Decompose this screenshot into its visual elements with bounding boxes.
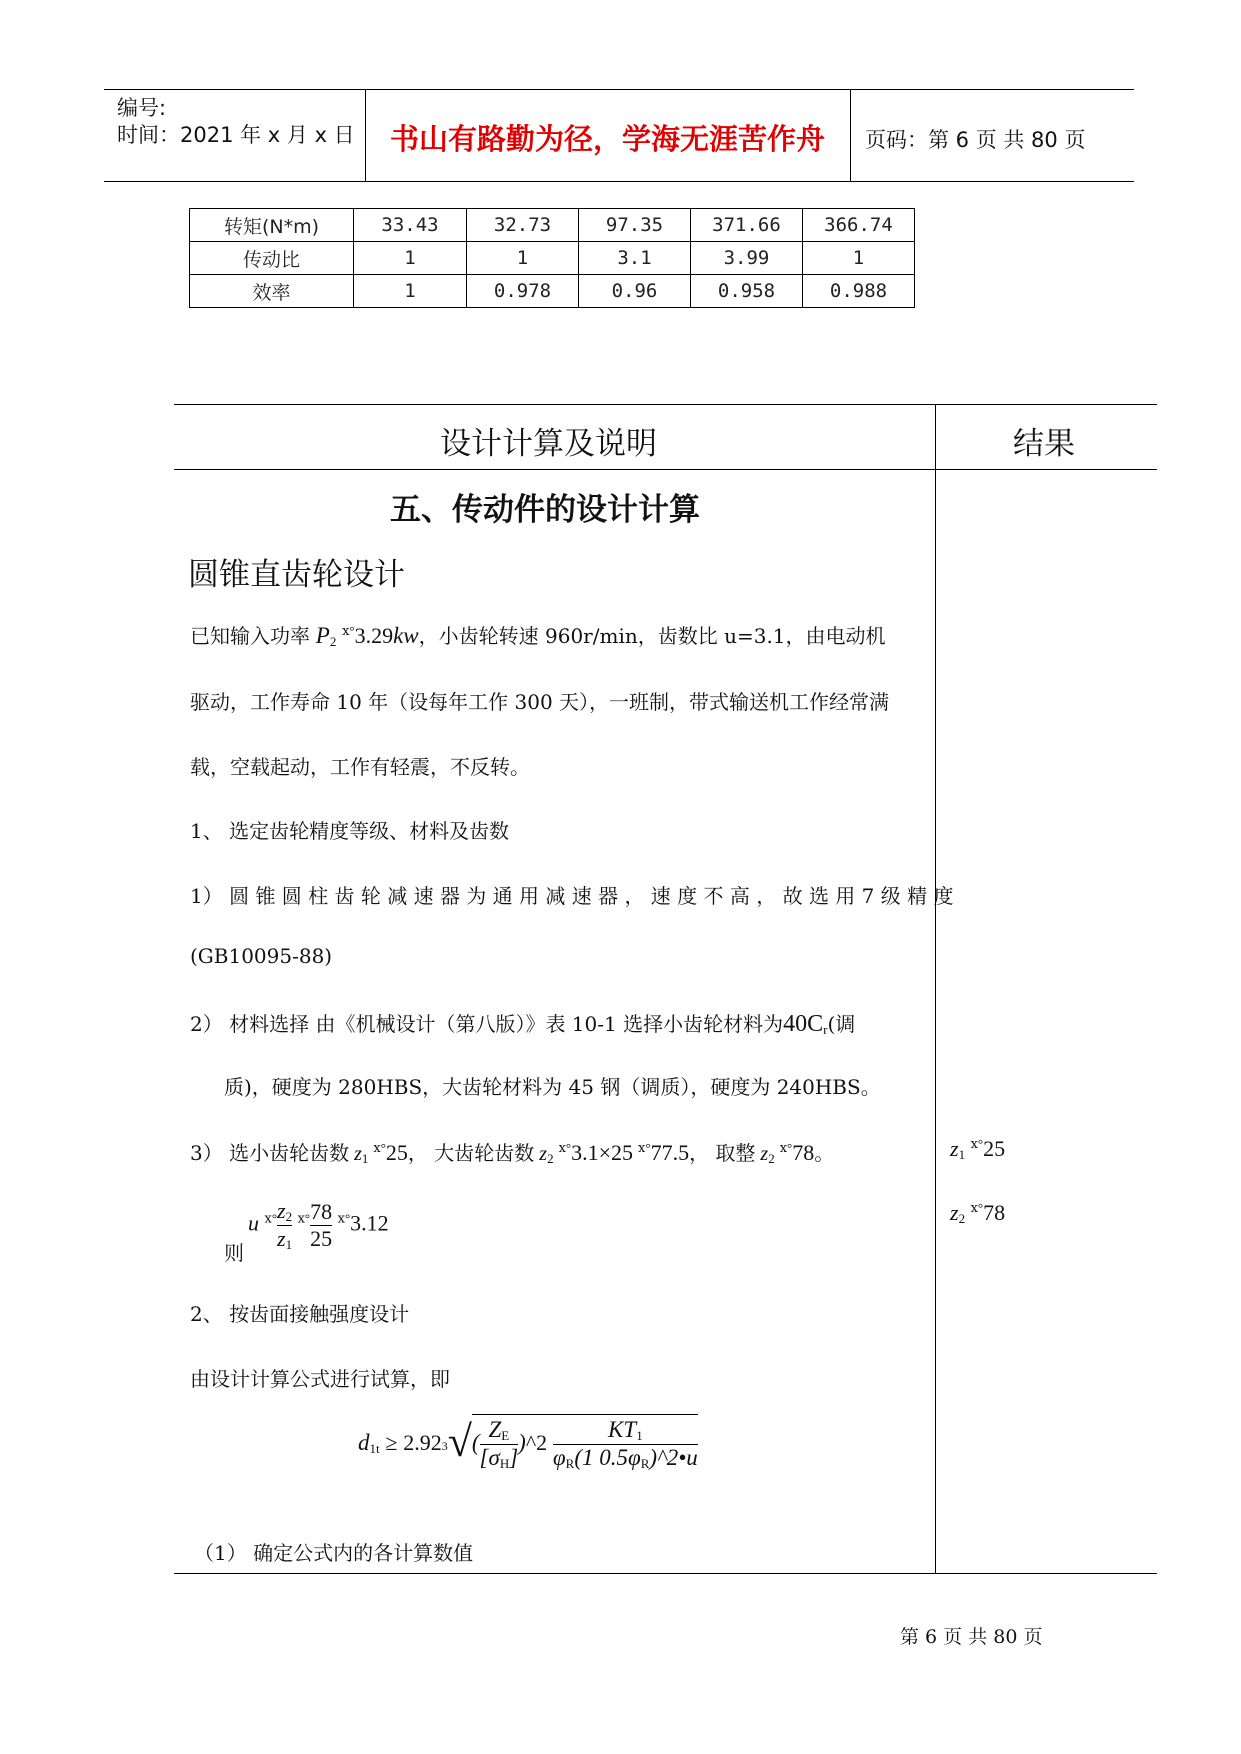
- table-cell: 366.74: [803, 209, 915, 242]
- paragraph-line: [190, 1008, 855, 1038]
- subtitle: 圆锥直齿轮设计: [188, 557, 405, 593]
- z2-formula: $z_2$ $^{ⅹ^\circ}$3.1×25 $^{ⅹ^\circ}$77.5: [534, 1140, 690, 1166]
- design-table-bottom-rule: [174, 1573, 1157, 1574]
- z1-formula: $z_1$ $^{ⅹ^\circ}$25: [349, 1140, 408, 1166]
- ratio-formula: u $^{ⅹ^\circ}$ $\frac{z_2}{z_1}$ $^{ⅹ^\circ}$ $\frac{78}{25}$ $^{ⅹ^\circ}$3.12: [248, 1198, 389, 1252]
- table-cell: 0.978: [467, 275, 579, 308]
- table-cell: 0.96: [579, 275, 691, 308]
- header-page-label: 页码：第 6 页 共 80 页: [865, 128, 1086, 152]
- text: ， 大齿轮齿数: [407, 1141, 535, 1165]
- section-title: 五、传动件的设计计算: [390, 492, 700, 528]
- paragraph-line: (GB10095-88): [190, 944, 333, 968]
- header-top-rule: [104, 89, 1134, 90]
- table-cell: 32.73: [467, 209, 579, 242]
- table-cell: 1: [354, 275, 467, 308]
- footer-page-number: 第 6 页 共 80 页: [900, 1626, 1043, 1648]
- row-label-efficiency: 效率: [190, 275, 354, 308]
- paragraph-line: 1） 圆 锥 圆 柱 齿 轮 减 速 器 为 通 用 减 速 器 ， 速 度 不 高 ， 故 选 用 7 级 精 度: [190, 884, 954, 908]
- table-cell: 1: [803, 242, 915, 275]
- material-formula: $40C_r$: [783, 1011, 828, 1037]
- column-header-result: 结果: [1013, 426, 1075, 462]
- parameter-table: [189, 208, 915, 308]
- paragraph-line: 质)，硬度为 280HBS，大齿轮材料为 45 钢（调质），硬度为 240HBS。: [224, 1075, 881, 1099]
- text: 。: [814, 1141, 835, 1165]
- design-table-divider: [935, 404, 936, 1574]
- text: ，小齿轮转速 960r/min，齿数比 u=3.1，由电动机: [418, 624, 886, 648]
- step-heading: 1、 选定齿轮精度等级、材料及齿数: [190, 819, 510, 843]
- paragraph-line: [190, 1137, 834, 1167]
- paragraph-line: 驱动，工作寿命 10 年（设每年工作 300 天），一班制，带式输送机工作经常满: [190, 690, 890, 714]
- row-label-torque: 转矩(N*m): [190, 209, 354, 242]
- power-formula: $P_2$ $^{ⅹ^\circ}$3.29kw: [310, 623, 419, 649]
- table-cell: 1: [467, 242, 579, 275]
- table-row: [190, 275, 915, 308]
- text: (调: [827, 1012, 856, 1036]
- header-time-label: 时间：2021 年 x 月 x 日: [117, 123, 355, 147]
- paragraph-line: 载，空载起动，工作有轻震，不反转。: [190, 755, 530, 779]
- header-code-label: 编号:: [117, 96, 167, 120]
- table-cell: 3.99: [691, 242, 803, 275]
- header-bottom-rule: [104, 181, 1134, 182]
- table-cell: 371.66: [691, 209, 803, 242]
- table-cell: 33.43: [354, 209, 467, 242]
- design-table-top-rule: [174, 404, 1157, 405]
- contact-strength-formula: $d_{1t} \ge 2.923√$( $\frac{Z_E}{[\sigma_H]}$ )^2 $\frac{KT_1}{\varphi_R(1 0.5\varphi_R)\^{}2•u}$: [358, 1414, 698, 1472]
- text: ， 取整: [689, 1141, 756, 1165]
- table-cell: 0.958: [691, 275, 803, 308]
- result-z1: $z_1$ $^{ⅹ^\circ}$25: [950, 1136, 1006, 1162]
- step-heading: （1） 确定公式内的各计算数值: [194, 1541, 474, 1565]
- paragraph-line: [190, 620, 886, 650]
- table-row: [190, 209, 915, 242]
- table-cell: 0.988: [803, 275, 915, 308]
- text: 已知输入功率: [190, 624, 310, 648]
- then-label: 则: [224, 1241, 244, 1265]
- table-cell: 1: [354, 242, 467, 275]
- result-z2: $z_2$ $^{ⅹ^\circ}$78: [950, 1200, 1006, 1226]
- text: 2） 材料选择 由《机械设计（第八版）》表 10-1 选择小齿轮材料为: [190, 1012, 784, 1036]
- column-header-main: 设计计算及说明: [440, 426, 657, 462]
- row-label-ratio: 传动比: [190, 242, 354, 275]
- header-motto: 书山有路勤为径，学海无涯苦作舟: [390, 122, 826, 156]
- header-divider-right: [850, 89, 851, 182]
- paragraph-line: 由设计计算公式进行试算，即: [190, 1367, 450, 1391]
- table-cell: 97.35: [579, 209, 691, 242]
- z2-rounded-formula: $z_2$ $^{ⅹ^\circ}$78: [755, 1140, 815, 1166]
- text: 3） 选小齿轮齿数: [190, 1141, 350, 1165]
- step-heading: 2、 按齿面接触强度设计: [190, 1302, 410, 1326]
- design-table-header-rule: [174, 469, 1157, 470]
- table-cell: 3.1: [579, 242, 691, 275]
- table-row: [190, 242, 915, 275]
- header-divider-left: [365, 89, 366, 182]
